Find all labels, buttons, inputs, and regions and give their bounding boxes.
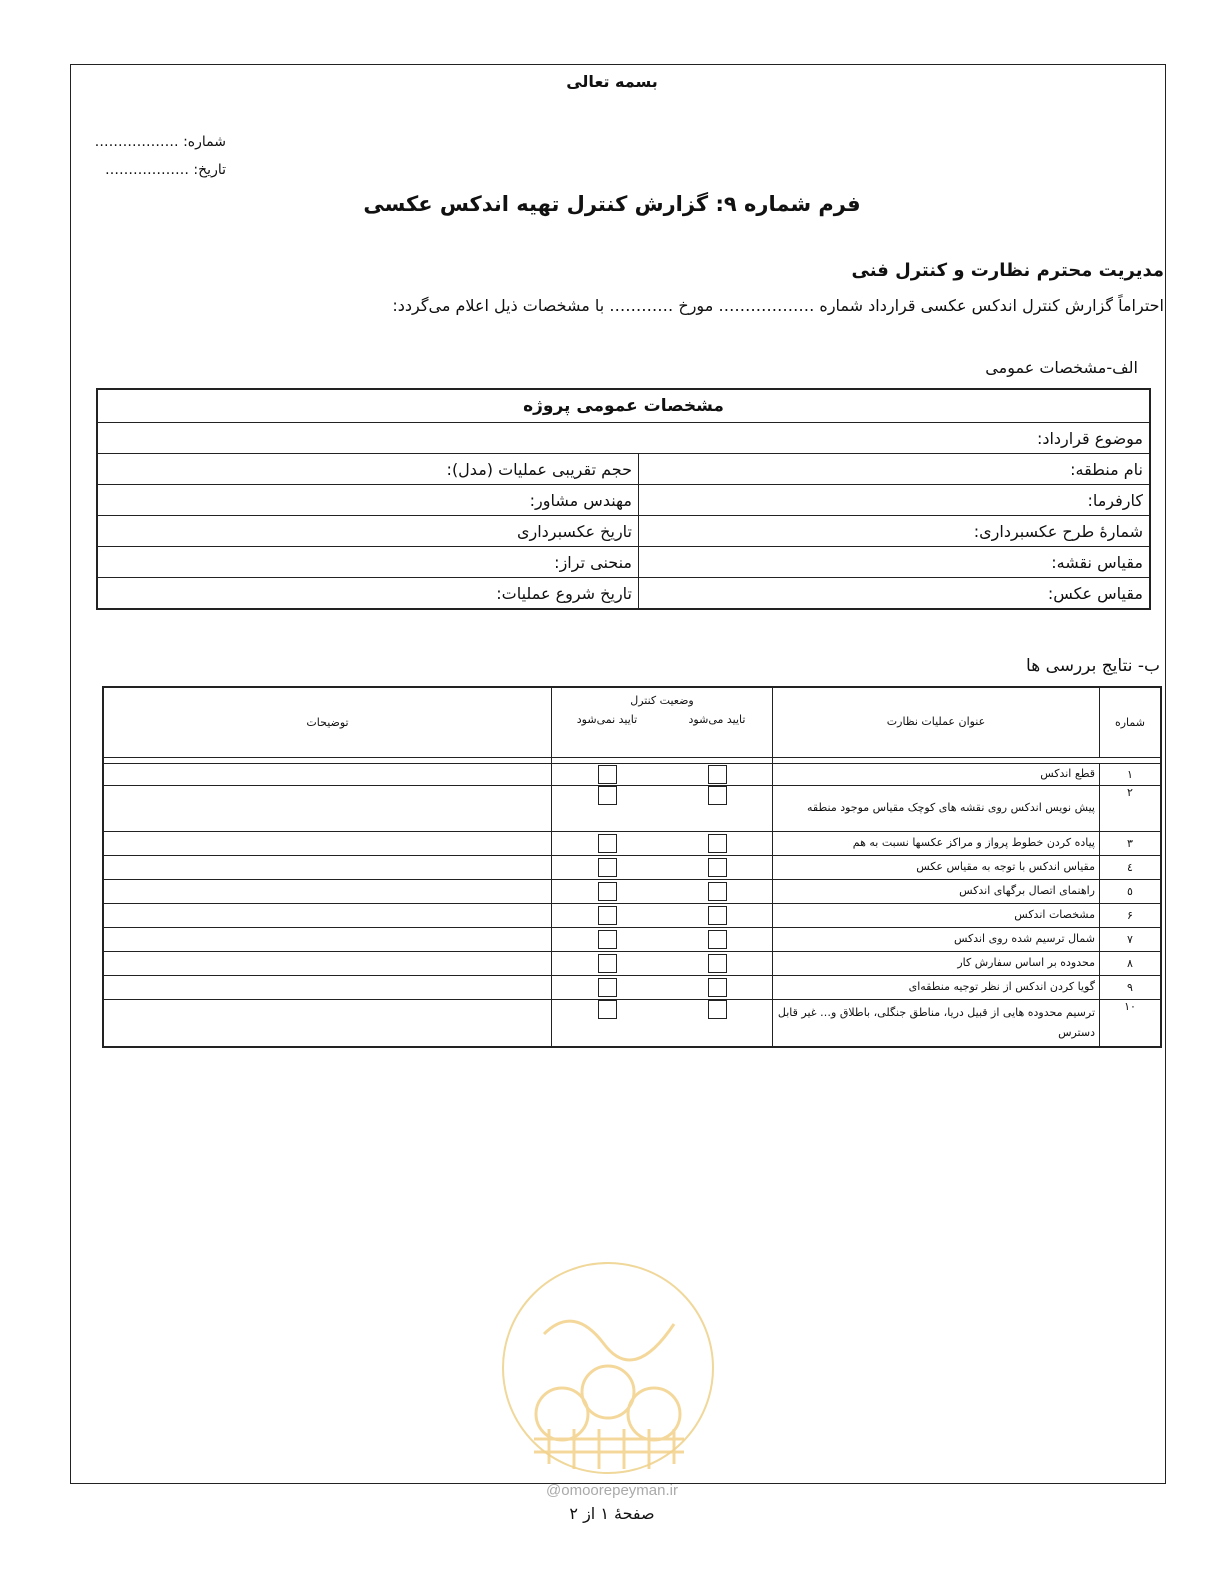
photo-date: تاریخ عکسبرداری [97,516,639,547]
row-number: ٥ [1100,879,1162,903]
approved-checkbox[interactable] [708,1000,727,1019]
section-a-title: الف-مشخصات عمومی [985,358,1138,377]
row-notes[interactable] [103,903,552,927]
row-number: ۹ [1100,975,1162,999]
row-number: ۸ [1100,951,1162,975]
addressee: مدیریت محترم نظارت و کنترل فنی [851,260,1164,281]
form-title: فرم شماره ۹: گزارش کنترل تهیه اندکس عکسی [363,192,861,216]
general-table-heading: مشخصات عمومی پروژه [97,389,1150,423]
row-notes[interactable] [103,879,552,903]
row-operation: ترسیم محدوده هایی از قبیل دریا، مناطق جنگلی، باطلاق و… غیر قابل دسترس [773,999,1100,1047]
row-number: ۱۰ [1100,999,1162,1047]
not-approved-checkbox[interactable] [598,882,617,901]
not-approved-checkbox[interactable] [598,834,617,853]
row-notes[interactable] [103,927,552,951]
approved-checkbox[interactable] [708,858,727,877]
not-approved-checkbox[interactable] [598,930,617,949]
not-approved-checkbox[interactable] [598,954,617,973]
row-number: ۱ [1100,763,1162,785]
header-number: شماره [1100,687,1162,757]
row-operation: پیش نویس اندکس روی نقشه های کوچک مقیاس موجود منطقه [773,785,1100,831]
region-name: نام منطقه: [639,454,1151,485]
row-operation: شمال ترسیم شده روی اندکس [773,927,1100,951]
row-operation: پیاده کردن خطوط پرواز و مراکز عکسها نسبت به هم [773,831,1100,855]
approved-checkbox[interactable] [708,765,727,784]
row-notes[interactable] [103,831,552,855]
date-field: تاریخ: ……………… [104,162,226,178]
row-number: ٤ [1100,855,1162,879]
intro-text: احتراماً گزارش کنترل اندکس عکسی قرارداد شماره ……………… مورخ ………… با مشخصات ذیل اعلام می‌گردد: [392,296,1164,315]
row-notes[interactable] [103,763,552,785]
not-approved-checkbox[interactable] [598,786,617,805]
row-operation: قطع اندکس [773,763,1100,785]
not-approved-checkbox[interactable] [598,978,617,997]
approved-checkbox[interactable] [708,906,727,925]
row-notes[interactable] [103,855,552,879]
consultant-engineer: مهندس مشاور: [97,485,639,516]
row-notes[interactable] [103,951,552,975]
header-operation: عنوان عملیات نظارت [773,687,1100,757]
row-number: ۳ [1100,831,1162,855]
start-date: تاریخ شروع عملیات: [97,578,639,610]
row-operation: مشخصات اندکس [773,903,1100,927]
approved-checkbox[interactable] [708,930,727,949]
header-approved: تایید می‌شود [662,713,773,757]
employer: کارفرما: [639,485,1151,516]
approved-checkbox[interactable] [708,786,727,805]
row-notes[interactable] [103,785,552,831]
approved-checkbox[interactable] [708,954,727,973]
row-number: ۲ [1100,785,1162,831]
watermark-gears-icon [504,1264,712,1472]
approved-checkbox[interactable] [708,978,727,997]
header-not-approved: تایید نمی‌شود [552,713,663,757]
row-operation: محدوده بر اساس سفارش کار [773,951,1100,975]
row-number: ۶ [1100,903,1162,927]
approved-checkbox[interactable] [708,882,727,901]
general-info-table [96,388,1151,610]
map-scale: مقیاس نقشه: [639,547,1151,578]
section-b-title: ب- نتایج بررسی ها [1026,656,1160,676]
row-operation: راهنمای اتصال برگهای اندکس [773,879,1100,903]
header-title: بسمه تعالی [566,72,658,91]
not-approved-checkbox[interactable] [598,858,617,877]
contour-interval: منحنی تراز: [97,547,639,578]
photo-scale: مقیاس عکس: [639,578,1151,610]
row-operation: مقیاس اندکس با توجه به مقیاس عکس [773,855,1100,879]
not-approved-checkbox[interactable] [598,1000,617,1019]
number-field: شماره: ……………… [94,134,226,150]
not-approved-checkbox[interactable] [598,765,617,784]
row-notes[interactable] [103,999,552,1047]
contract-subject: موضوع قرارداد: [97,423,1150,454]
row-operation: گویا کردن اندکس از نظر توجیه منطقه‌ای [773,975,1100,999]
results-table [102,686,1162,1048]
row-notes[interactable] [103,975,552,999]
row-number: ۷ [1100,927,1162,951]
model-volume: حجم تقریبی عملیات (مدل): [97,454,639,485]
approved-checkbox[interactable] [708,834,727,853]
watermark-logo [502,1262,714,1474]
watermark-url: @omoorepeyman.ir [546,1482,678,1499]
header-status: وضعیت کنترل [552,687,773,713]
header-notes: توضیحات [103,687,552,757]
not-approved-checkbox[interactable] [598,906,617,925]
photo-plan-number: شمارهٔ طرح عکسبرداری: [639,516,1151,547]
page-number: صفحهٔ ۱ از ۲ [569,1504,655,1523]
